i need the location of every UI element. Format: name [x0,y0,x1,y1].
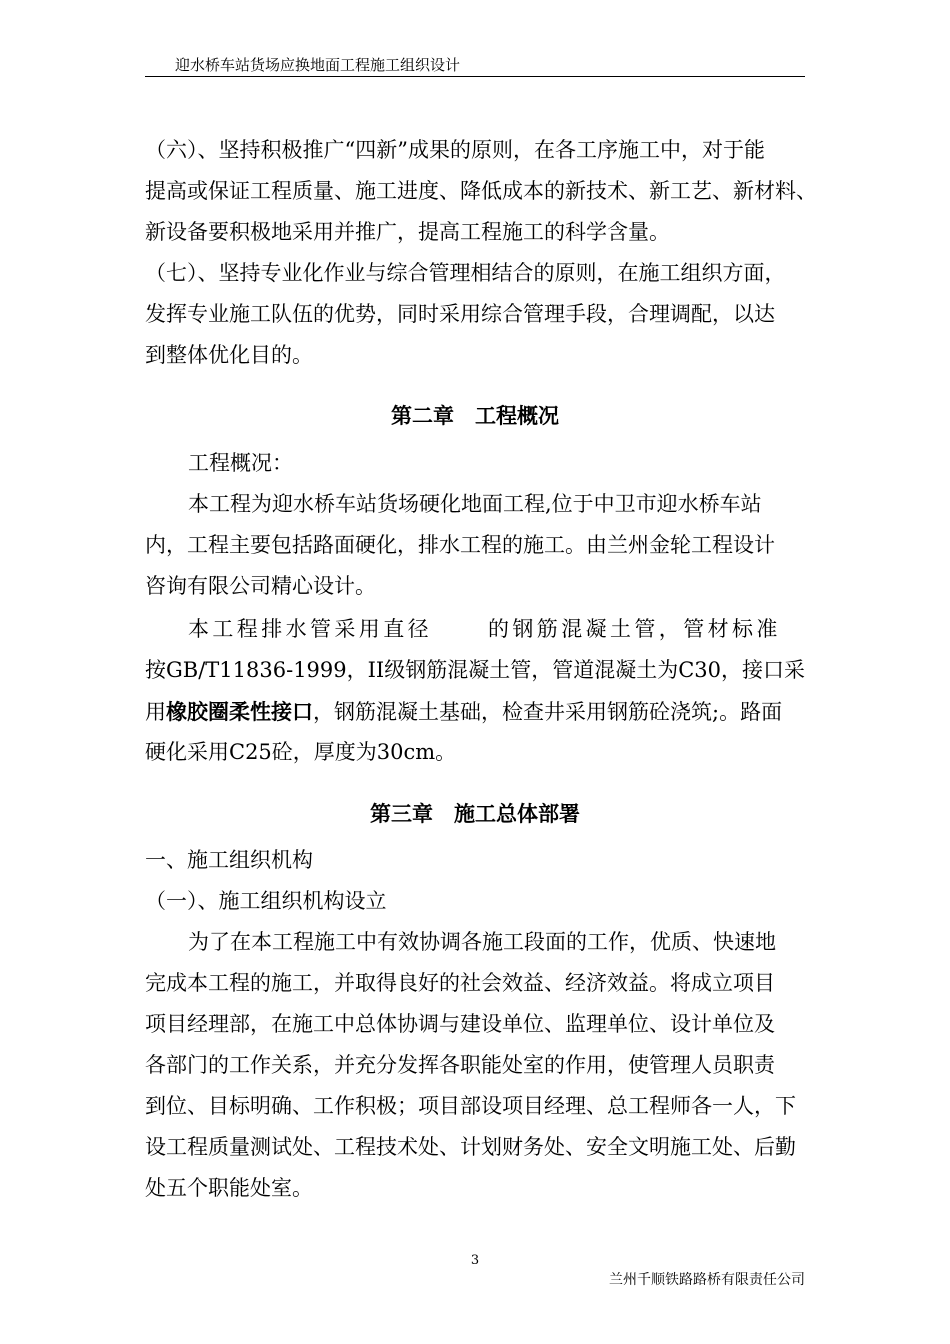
chapter-3-para-line-6: 设工程质量测试处、工程技术处、计划财务处、安全文明施工处、后勤 [145,1135,796,1159]
header-title: 迎水桥车站货场应换地面工程施工组织设计 [175,56,461,74]
chapter-3-para-line-4: 各部门的工作关系，并充分发挥各职能处室的作用，使管理人员职责 [145,1053,775,1077]
principle-7-line-3: 到整体优化目的。 [145,343,313,367]
chapter-3-para-line-5: 到位、目标明确、工作积极；项目部设项目经理、总工程师各一人，下 [145,1094,796,1118]
chapter-2-para-2-line-2: 按GB/T11836-1999，II级钢筋混凝土管，管道混凝土为C30，接口采 [145,658,806,682]
chapter-3-para-line-1: 为了在本工程施工中有效协调各施工段面的工作，优质、快速地 [188,930,776,954]
rubber-ring-joint-bold: 橡胶圈柔性接口 [166,699,313,724]
page-number: 3 [470,1253,480,1268]
principle-7-line-2: 发挥专业施工队伍的优势，同时采用综合管理手段，合理调配，以达 [145,302,775,326]
principle-7-line-1: （七）、坚持专业化作业与综合管理相结合的原则，在施工组织方面， [145,261,786,285]
chapter-2-para-1-line-3: 咨询有限公司精心设计。 [145,574,376,598]
para-2-line-3-suffix: ，钢筋混凝土基础，检查井采用钢筋砼浇筑;。路面 [313,700,783,724]
chapter-3-para-line-7: 处五个职能处室。 [145,1176,313,1200]
chapter-2-para-2-line-1 [145,610,825,649]
document-body [145,131,825,1208]
chapter-3-section-1: 一、施工组织机构 [145,848,313,872]
para-2-line-1-end: 的钢筋混凝土管，管材标准 [488,617,781,641]
chapter-3-heading: 第三章 施工总体部署 [370,801,580,826]
footer-company: 兰州千顺铁路路桥有限责任公司 [609,1272,805,1288]
chapter-2-para-2-line-3 [145,692,825,731]
chapter-2-para-1-line-2: 内，工程主要包括路面硬化，排水工程的施工。由兰州金轮工程设计 [145,533,775,557]
chapter-2-heading: 第二章 工程概况 [391,403,559,428]
principle-6-line-1: （六）、坚持积极推广“四新”成果的原则，在各工序施工中，对于能 [145,138,765,162]
page-header [145,56,805,77]
chapter-2-subtitle: 工程概况： [188,451,293,475]
chapter-2-para-2-line-4: 硬化采用C25砼，厚度为30cm。 [145,740,457,764]
chapter-3-para-line-2: 完成本工程的施工，并取得良好的社会效益、经济效益。将成立项目 [145,971,775,995]
principle-6-line-3: 新设备要积极地采用并推广，提高工程施工的科学含量。 [145,220,670,244]
para-2-line-1-start: 本工程排水管采用直径 [188,617,432,641]
chapter-3-subsection-1: （一）、施工组织机构设立 [145,889,387,913]
chapter-3-para-line-3: 项目经理部，在施工中总体协调与建设单位、监理单位、设计单位及 [145,1012,775,1036]
para-2-line-3-prefix: 用 [145,700,166,724]
principle-6-line-2: 提高或保证工程质量、施工进度、降低成本的新技术、新工艺、新材料、 [145,179,817,203]
chapter-2-para-1-line-1: 本工程为迎水桥车站货场硬化地面工程,位于中卫市迎水桥车站 [188,492,762,516]
